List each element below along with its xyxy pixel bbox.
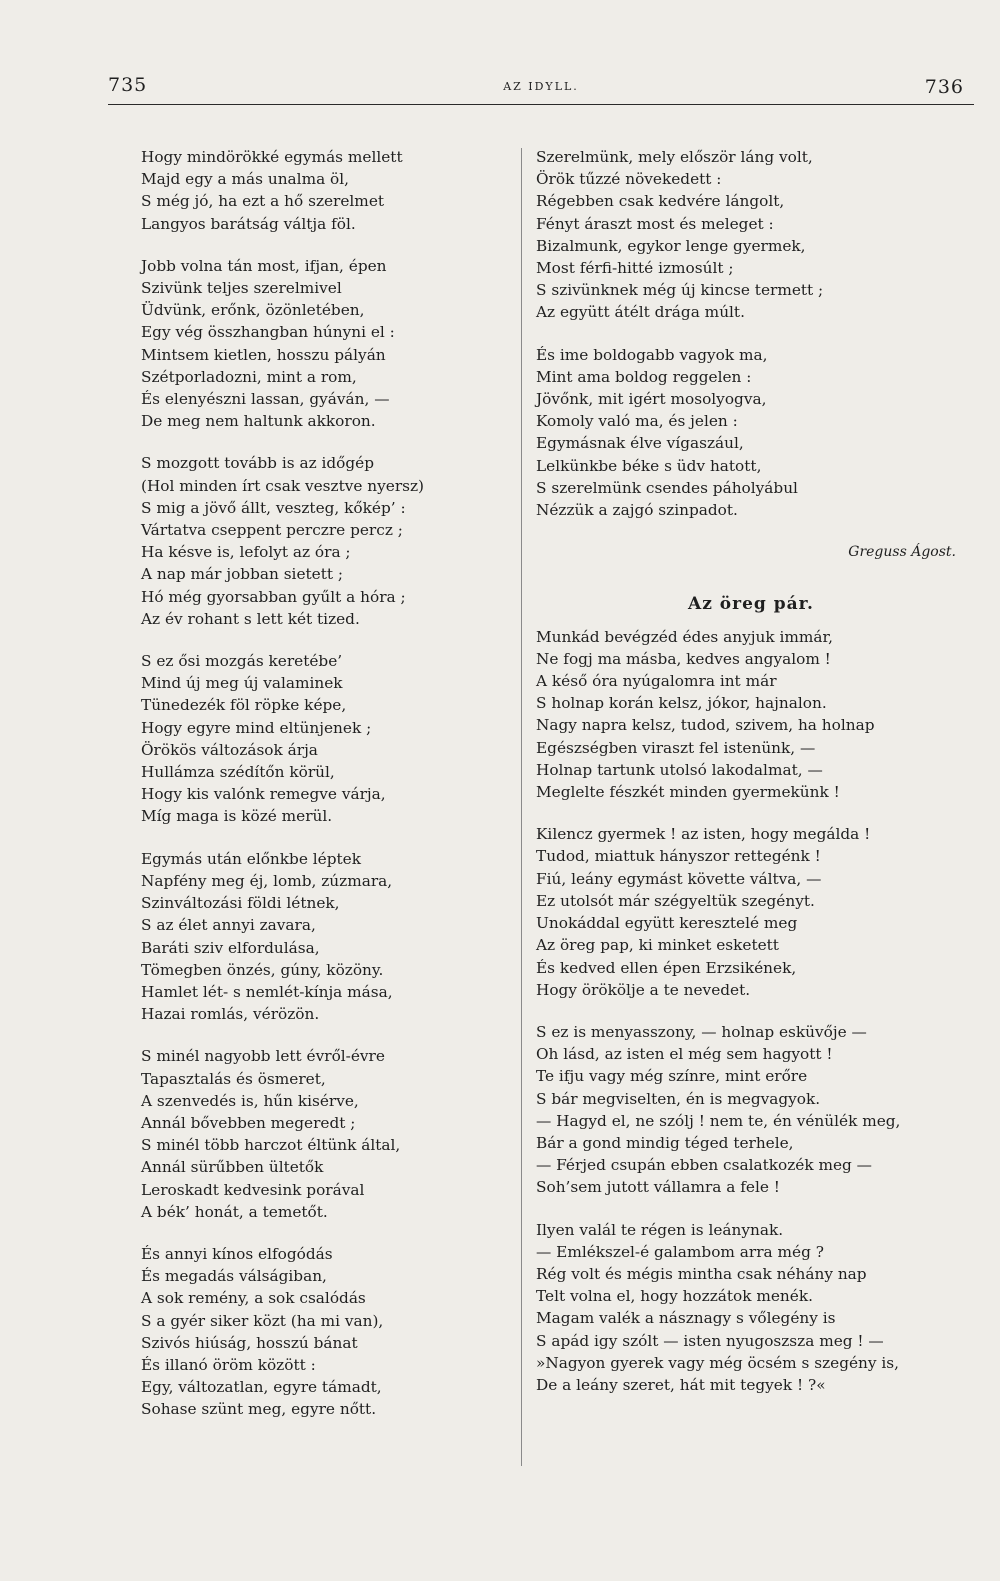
verse-line: És ime boldogabb vagyok ma,: [536, 345, 768, 364]
page-number-right: 736: [924, 76, 964, 98]
verse-line: Hogy mindörökké egymás mellett: [141, 148, 403, 166]
running-title: AZ IDYLL.: [503, 80, 579, 93]
verse-line: S minél nagyobb lett évről-évre: [141, 1047, 385, 1066]
verse-line: Jövőnk, mit igért mosolyogva,: [536, 390, 767, 409]
verse-line: Egészségben viraszt fel istenünk, —: [536, 738, 816, 757]
column-divider: [521, 148, 522, 1466]
verse-line: Fényt áraszt most és meleget :: [536, 214, 774, 233]
verse-line: Mintsem kietlen, hosszu pályán: [141, 345, 386, 364]
verse-line: Régebben csak kedvére lángolt,: [536, 192, 785, 211]
verse-line: S az élet annyi zavara,: [141, 916, 316, 935]
verse-line: S még jó, ha ezt a hő szerelmet: [141, 192, 385, 211]
verse-line: S mozgott tovább is az időgép: [141, 454, 375, 473]
verse-line: A szenvedés is, hűn kisérve,: [141, 1091, 359, 1110]
verse-line: A sok remény, a sok csalódás: [141, 1289, 366, 1308]
verse-line: Holnap tartunk utolsó lakodalmat, —: [536, 760, 823, 779]
verse-line: Annál bővebben megeredt ;: [141, 1113, 356, 1132]
verse-line: És elenyészni lassan, gyáván, —: [141, 390, 390, 409]
verse-line: Te ifju vagy még színre, mint erőre: [536, 1067, 808, 1086]
verse-line: Egy, változatlan, egyre támadt,: [141, 1378, 382, 1397]
page-header: [108, 70, 974, 105]
verse-line: Az együtt átélt drága múlt.: [536, 303, 745, 322]
verse-line: Hogy örökölje a te nevedet.: [536, 980, 751, 999]
verse-line: Örökös változások árja: [141, 740, 318, 759]
verse-line: Üdvünk, erőnk, özönletében,: [141, 301, 365, 320]
verse-line: Oh lásd, az isten el még sem hagyott !: [536, 1045, 833, 1064]
poem-ending: [536, 146, 966, 521]
verse-line: Míg maga is közé merül.: [141, 807, 333, 826]
verse-line: Ha késve is, lefolyt az óra ;: [141, 543, 351, 562]
verse-line: Tömegben önzés, gúny, közöny.: [141, 960, 384, 979]
stanza: [141, 650, 511, 828]
verse-line: Unokáddal együtt keresztelé meg: [536, 914, 798, 933]
verse-line: Tudod, miattuk hányszor rettegénk !: [536, 847, 821, 866]
verse-line: »Nagyon gyerek vagy még öcsém s szegény is,: [536, 1353, 900, 1372]
verse-line: Hogy kis valónk remegve várja,: [141, 785, 386, 804]
verse-line: Ilyen valál te régen is leánynak.: [536, 1220, 784, 1239]
poem-body: [536, 626, 966, 1397]
verse-line: Szivós hiúság, hosszú bánat: [141, 1333, 358, 1352]
verse-line: Leroskadt kedvesink porával: [141, 1180, 365, 1199]
verse-line: Annál sürűbben ültetők: [141, 1158, 324, 1177]
verse-line: S holnap korán kelsz, jókor, hajnalon.: [536, 694, 827, 713]
verse-line: Hullámza szédítőn körül,: [141, 763, 335, 782]
right-column: [536, 146, 966, 1416]
verse-line: Szinváltozási földi létnek,: [141, 894, 340, 913]
verse-line: — Hagyd el, ne szólj ! nem te, én vénülék meg,: [536, 1111, 901, 1130]
stanza: [536, 344, 966, 522]
verse-line: S a gyér siker közt (ha mi van),: [141, 1311, 384, 1330]
verse-line: Munkád bevégzéd édes anyjuk immár,: [536, 627, 833, 646]
stanza: [141, 1045, 511, 1223]
verse-line: És kedved ellen épen Erzsikének,: [536, 958, 797, 977]
verse-line: Langyos barátság váltja föl.: [141, 214, 356, 233]
stanza: [536, 823, 966, 1001]
verse-line: Mint ama boldog reggelen :: [536, 367, 752, 386]
verse-line: Egymás után előnkbe léptek: [141, 849, 361, 868]
verse-line: Baráti sziv elfordulása,: [141, 938, 320, 957]
verse-line: Ez utolsót már szégyeltük szegényt.: [536, 891, 815, 910]
verse-line: Kilencz gyermek ! az isten, hogy megálda !: [536, 825, 871, 844]
verse-line: És annyi kínos elfogódás: [141, 1244, 333, 1263]
verse-line: — Emlékszel-é galambom arra még ?: [536, 1242, 824, 1261]
stanza: [141, 452, 511, 630]
verse-line: Most férfi-hitté izmosúlt ;: [536, 259, 734, 278]
verse-line: A bék’ honát, a temetőt.: [141, 1202, 328, 1221]
verse-line: Ne fogj ma másba, kedves angyalom !: [536, 649, 831, 668]
verse-line: Lelkünkbe béke s üdv hatott,: [536, 456, 762, 475]
verse-line: Szerelmünk, mely először láng volt,: [536, 148, 813, 166]
verse-line: (Hol minden írt csak vesztve nyersz): [141, 476, 425, 495]
verse-line: Meglelte fészkét minden gyermekünk !: [536, 783, 840, 802]
verse-line: Hogy egyre mind eltünjenek ;: [141, 718, 372, 737]
verse-line: Tapasztalás és ösmeret,: [141, 1069, 326, 1088]
verse-line: Rég volt és mégis mintha csak néhány nap: [536, 1264, 867, 1283]
verse-line: S minél több harczot éltünk által,: [141, 1136, 401, 1155]
stanza: [141, 848, 511, 1026]
verse-line: Nézzük a zajgó szinpadot.: [536, 501, 738, 520]
verse-line: Hó még gyorsabban gyűlt a hóra ;: [141, 587, 406, 606]
verse-line: Napfény meg éj, lomb, zúzmara,: [141, 871, 393, 890]
verse-line: Komoly való ma, és jelen :: [536, 412, 738, 431]
verse-line: S ez ősi mozgás keretébe’: [141, 652, 343, 671]
stanza: [536, 146, 966, 324]
verse-line: Jobb volna tán most, ifjan, épen: [141, 256, 387, 275]
verse-line: S bár megviselten, én is megvagyok.: [536, 1089, 821, 1108]
stanza: [536, 626, 966, 804]
stanza: [536, 1219, 966, 1397]
verse-line: Soh’sem jutott vállamra a fele !: [536, 1178, 780, 1197]
stanza: [141, 255, 511, 433]
page-number-left: 735: [108, 74, 148, 96]
verse-line: Tünedezék föl röpke képe,: [141, 696, 347, 715]
verse-line: S mig a jövő állt, veszteg, kőkép’ :: [141, 498, 406, 517]
verse-line: Vártatva cseppent perczre percz ;: [141, 521, 403, 540]
verse-line: A késő óra nyúgalomra int már: [536, 672, 777, 691]
verse-line: Sohase szünt meg, egyre nőtt.: [141, 1400, 377, 1419]
left-column: [141, 146, 511, 1441]
verse-line: Telt volna el, hogy hozzátok menék.: [536, 1287, 813, 1306]
verse-line: És megadás válságiban,: [141, 1267, 327, 1286]
verse-line: Mind új meg új valaminek: [141, 674, 343, 693]
verse-line: Egy vég összhangban húnyni el :: [141, 323, 395, 342]
verse-line: Majd egy a más unalma öl,: [141, 170, 350, 189]
verse-line: De a leány szeret, hát mit tegyek ! ?«: [536, 1375, 826, 1394]
verse-line: De meg nem haltunk akkoron.: [141, 412, 376, 431]
stanza: [536, 1021, 966, 1199]
verse-line: Fiú, leány egymást követte váltva, —: [536, 869, 822, 888]
verse-line: Nagy napra kelsz, tudod, szivem, ha holnap: [536, 716, 875, 735]
verse-line: Magam valék a násznagy s vőlegény is: [536, 1309, 836, 1328]
verse-line: S szivünknek még új kincse termett ;: [536, 281, 824, 300]
verse-line: És illanó öröm között :: [141, 1355, 316, 1374]
verse-line: Az öreg pap, ki minket esketett: [536, 936, 779, 955]
verse-line: Az év rohant s lett két tized.: [141, 609, 360, 628]
verse-line: Örök tűzzé növekedett :: [536, 170, 722, 189]
poem-title: Az öreg pár.: [688, 594, 814, 615]
stanza: [141, 1243, 511, 1421]
verse-line: S ez is menyasszony, — holnap esküvője —: [536, 1022, 867, 1041]
verse-line: Szivünk teljes szerelmivel: [141, 279, 342, 298]
verse-line: A nap már jobban sietett ;: [141, 565, 344, 584]
verse-line: Egymásnak élve vígaszául,: [536, 434, 744, 453]
verse-line: Bizalmunk, egykor lenge gyermek,: [536, 236, 806, 255]
verse-line: Hazai romlás, vérözön.: [141, 1005, 320, 1024]
verse-line: Bár a gond mindig téged terhele,: [536, 1133, 794, 1152]
verse-line: S szerelmünk csendes páholyábul: [536, 478, 798, 497]
verse-line: Szétporladozni, mint a rom,: [141, 367, 357, 386]
verse-line: — Férjed csupán ebben csalatkozék meg —: [536, 1156, 872, 1175]
stanza: [141, 146, 511, 235]
verse-line: S apád igy szólt — isten nyugoszsza meg ! —: [536, 1331, 884, 1350]
author-signature: Greguss Ágost.: [848, 544, 956, 561]
verse-line: Hamlet lét- s nemlét-kínja mása,: [141, 982, 393, 1001]
